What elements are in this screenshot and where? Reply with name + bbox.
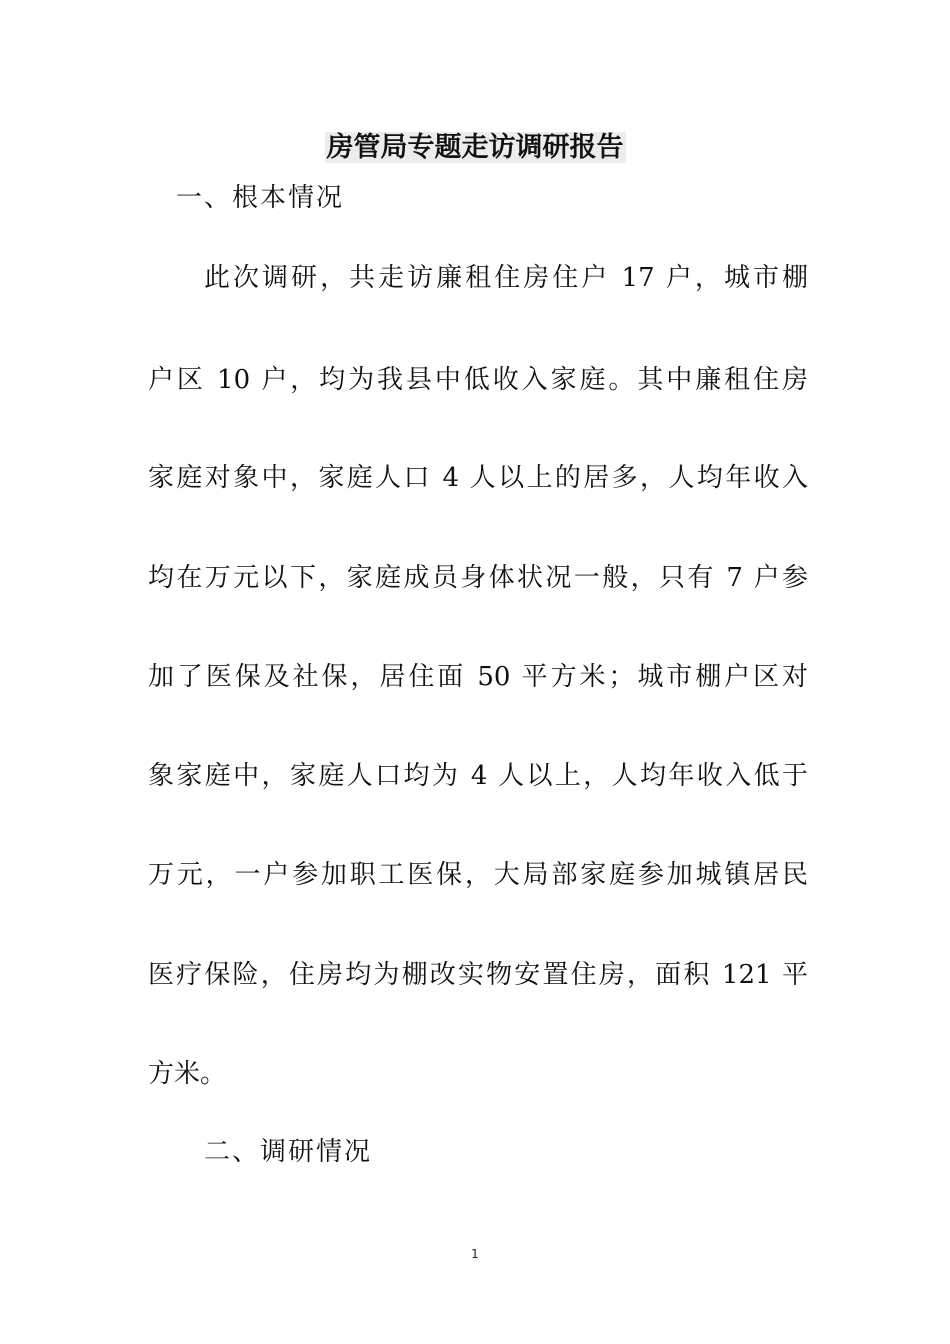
paragraph-line-9: 方米。	[148, 1059, 227, 1089]
paragraph-line-5: 加了医保及社保，居住面 50 平方米；城市棚户区对	[148, 662, 808, 692]
paragraph-line-1: 此次调研，共走访廉租住房住户 17 户，城市棚	[204, 263, 808, 293]
document-title	[0, 128, 950, 168]
paragraph-line-6: 象家庭中，家庭人口均为 4 人以上，人均年收入低于	[148, 761, 808, 791]
page-number: 1	[471, 1247, 479, 1261]
section-heading-research-situation: 二、调研情况	[204, 1137, 373, 1167]
section-heading-basic-situation: 一、根本情况	[176, 183, 345, 213]
paragraph-line-3: 家庭对象中，家庭人口 4 人以上的居多，人均年收入	[148, 463, 808, 493]
paragraph-line-8: 医疗保险，住房均为棚改实物安置住房，面积 121 平	[148, 960, 808, 990]
paragraph-line-2: 户区 10 户，均为我县中低收入家庭。其中廉租住房	[148, 365, 808, 395]
paragraph-line-4: 均在万元以下，家庭成员身体状况一般，只有 7 户参	[148, 563, 808, 593]
paragraph-line-7: 万元，一户参加职工医保，大局部家庭参加城镇居民	[148, 860, 808, 890]
document-title-text: 房管局专题走访调研报告	[326, 132, 624, 163]
